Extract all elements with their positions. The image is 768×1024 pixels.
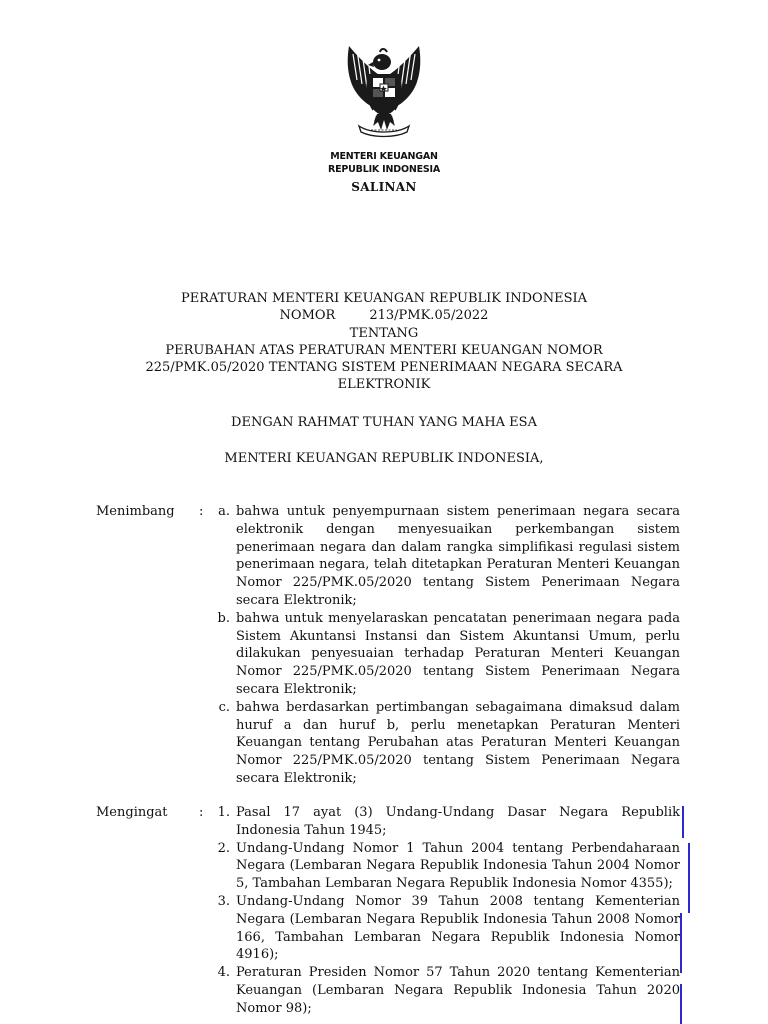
list-item — [206, 699, 680, 788]
item-text: bahwa berdasarkan pertimbangan sebagaimana dimaksud dalam huruf a dan huruf b, perlu menetapkan Peraturan Menteri Keuangan tentang Perubahan atas Peraturan Menteri Keuangan Nomor 225/PMK.05/2020 tentang Sistem Penerimaan Negara secara Elektronik; — [236, 699, 680, 786]
revision-mark — [680, 913, 682, 973]
title-nomor — [0, 307, 768, 324]
list-item — [206, 964, 680, 1017]
revision-mark — [682, 806, 684, 838]
item-marker: b. — [217, 610, 230, 626]
item-text: bahwa untuk menyelaraskan pencatatan penerimaan negara pada Sistem Akuntansi Instansi dan Sistem Akuntansi Umum, perlu dilakukan penyesuaian terhadap Peraturan Menteri Keuangan Nomor 225/PMK.05/2020 tentang Sistem Penerimaan Negara secara Elektronik; — [236, 610, 680, 697]
list-item — [206, 840, 680, 893]
mengingat-list — [206, 804, 680, 1018]
list-item — [206, 804, 680, 840]
item-marker: 2. — [217, 840, 230, 856]
revision-mark — [680, 984, 682, 1024]
item-text: Peraturan Presiden Nomor 57 Tahun 2020 tentang Kementerian Keuangan (Lembaran Negara Republik Indonesia Tahun 2020 Nomor 98); — [236, 965, 680, 1016]
institution-country: REPUBLIK INDONESIA — [328, 164, 440, 175]
title-subject-line: PERUBAHAN ATAS PERATURAN MENTERI KEUANGAN NOMOR — [165, 342, 603, 358]
item-marker: c. — [218, 699, 230, 715]
item-marker: 3. — [217, 893, 230, 909]
mengingat-colon: : — [199, 805, 204, 820]
list-item — [206, 503, 680, 610]
item-text: bahwa untuk penyempurnaan sistem penerimaan negara secara elektronik dengan menyesuaikan perkembangan sistem penerimaan negara dan dalam rangka simplifikasi regulasi sistem penerimaan negara, telah ditetapkan Peraturan Menteri Keuangan Nomor 225/PMK.05/2020 tentang Sistem Penerimaan Negara secara Elektronik; — [236, 504, 680, 608]
title-subject-line: 225/PMK.05/2020 TENTANG SISTEM PENERIMAAN NEGARA SECARA — [145, 360, 623, 376]
institution-name: MENTERI KEUANGAN — [330, 151, 438, 162]
revision-mark — [688, 843, 690, 913]
item-marker: 1. — [217, 805, 230, 820]
title-tentang: TENTANG — [349, 325, 419, 341]
copy-label: SALINAN — [351, 180, 417, 194]
menimbang-colon: : — [199, 504, 204, 519]
menimbang-label: Menimbang — [96, 504, 175, 519]
mengingat-label: Mengingat — [96, 805, 168, 820]
invocation: DENGAN RAHMAT TUHAN YANG MAHA ESA — [231, 415, 537, 430]
list-item — [206, 893, 680, 964]
regulation-title — [0, 290, 768, 394]
issuer: MENTERI KEUANGAN REPUBLIK INDONESIA, — [224, 451, 544, 466]
menimbang-list — [206, 503, 680, 788]
title-subject-line: ELEKTRONIK — [337, 377, 431, 393]
item-text: Undang-Undang Nomor 39 Tahun 2008 tentang Kementerian Negara (Lembaran Negara Republik Indonesia Tahun 2008 Nomor 166, Tambahan Lembaran Negara Republik Indonesia Nomor 4916); — [236, 893, 680, 963]
nomor-value: 213/PMK.05/2022 — [369, 308, 489, 324]
list-item — [206, 610, 680, 699]
garuda-emblem-icon — [337, 40, 431, 140]
title-line: PERATURAN MENTERI KEUANGAN REPUBLIK INDONESIA — [180, 291, 587, 306]
nomor-label: NOMOR — [279, 308, 336, 324]
item-marker: a. — [218, 504, 230, 519]
item-text: Undang-Undang Nomor 1 Tahun 2004 tentang Perbendaharaan Negara (Lembaran Negara Republik Indonesia Tahun 2004 Nomor 5, Tambahan Lembaran Negara Republik Indonesia Nomor 4355); — [236, 840, 680, 892]
item-text: Pasal 17 ayat (3) Undang-Undang Dasar Negara Republik Indonesia Tahun 1945; — [236, 805, 680, 838]
item-marker: 4. — [217, 965, 230, 981]
